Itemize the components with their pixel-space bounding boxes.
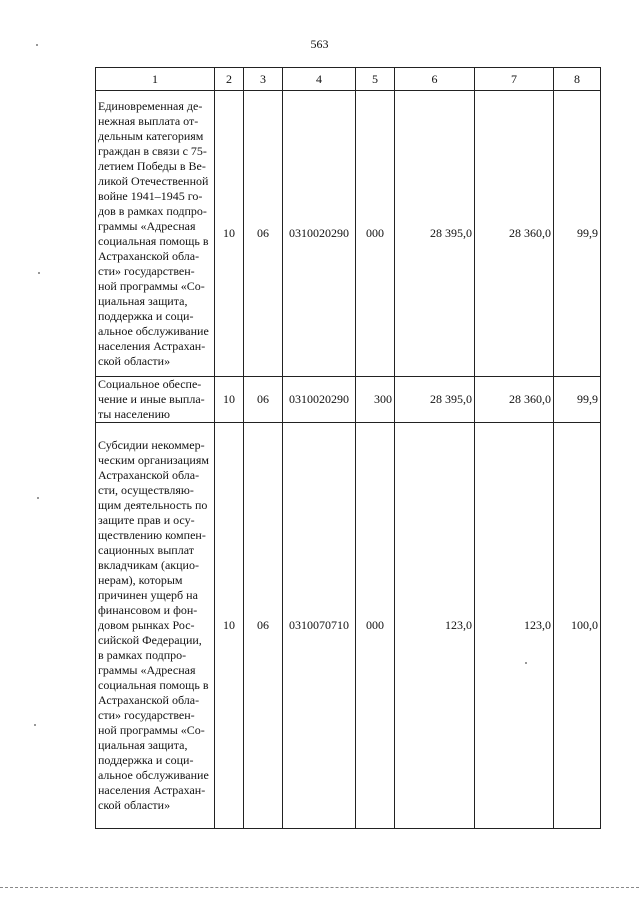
description-line: альное обслуживание — [98, 323, 209, 338]
planned-amount: 123,0 — [395, 423, 475, 829]
target-article-code: 0310070710 — [283, 423, 356, 829]
description-line: финансовом и фон- — [98, 603, 198, 617]
column-header: 6 — [395, 68, 475, 91]
column-header: 2 — [215, 68, 244, 91]
description-line: в рамках подпро- — [98, 648, 187, 662]
row-description — [96, 377, 215, 423]
description-line: граммы «Адресная — [98, 218, 196, 233]
description-line: дельным категориям — [98, 128, 204, 143]
description-line: сти» государствен- — [98, 263, 195, 278]
column-header: 1 — [96, 68, 215, 91]
description-line: летием Победы в Ве- — [98, 158, 206, 173]
executed-amount: 28 360,0 — [475, 377, 554, 423]
description-line: Единовременная де- — [98, 98, 203, 113]
scan-edge-line — [0, 887, 639, 888]
table-row — [96, 91, 601, 377]
subsection-code: 06 — [244, 377, 283, 423]
expense-type-code: 300 — [356, 377, 395, 423]
scan-speck — [36, 44, 38, 46]
description-line: вкладчикам (акцио- — [98, 558, 199, 572]
description-line: ческим организациям — [98, 453, 209, 467]
subsection-code: 06 — [244, 423, 283, 829]
description-line: населения Астрахан- — [98, 338, 206, 353]
expense-type-code: 000 — [356, 91, 395, 377]
description-line: довом рынках Рос- — [98, 618, 195, 632]
description-line: социальная помощь в — [98, 678, 209, 692]
scan-speck — [34, 724, 36, 726]
description-line: ты населению — [98, 407, 170, 421]
description-line: причинен ущерб на — [98, 588, 198, 602]
description-line: Астраханской обла- — [98, 693, 200, 707]
description-line: Социальное обеспе- — [98, 377, 202, 391]
column-header: 5 — [356, 68, 395, 91]
description-line: циальная защита, — [98, 738, 188, 752]
row-description — [96, 91, 215, 377]
column-header: 8 — [554, 68, 601, 91]
description-line: дов в рамках подпро- — [98, 203, 207, 218]
description-line: чение и иные выпла- — [98, 392, 205, 406]
section-code: 10 — [215, 91, 244, 377]
description-line: граммы «Адресная — [98, 663, 196, 677]
description-line: поддержка и соци- — [98, 753, 194, 767]
description-line: сти, осуществляю- — [98, 483, 194, 497]
description-line: альное обслуживание — [98, 768, 209, 782]
target-article-code: 0310020290 — [283, 377, 356, 423]
description-line: граждан в связи с 75- — [98, 143, 207, 158]
description-line: циальная защита, — [98, 293, 188, 308]
executed-amount: 28 360,0 — [475, 91, 554, 377]
description-line: ной программы «Со- — [98, 723, 205, 737]
description-line: ной программы «Со- — [98, 278, 205, 293]
description-line: Субсидии некоммер- — [98, 438, 205, 452]
page-number: 563 — [310, 37, 329, 51]
description-line: сийской Федерации, — [98, 633, 202, 647]
description-line: защите прав и осу- — [98, 513, 195, 527]
execution-percent: 99,9 — [554, 377, 601, 423]
description-line: Астраханской обла- — [98, 468, 200, 482]
planned-amount: 28 395,0 — [395, 91, 475, 377]
description-line: ской области» — [98, 353, 171, 368]
expense-type-code: 000 — [356, 423, 395, 829]
description-line: сти» государствен- — [98, 708, 195, 722]
planned-amount: 28 395,0 — [395, 377, 475, 423]
row-description — [96, 423, 215, 829]
budget-table — [95, 67, 601, 829]
description-line: сационных выплат — [98, 543, 194, 557]
description-line: щим деятельность по — [98, 498, 208, 512]
column-header: 3 — [244, 68, 283, 91]
execution-percent: 99,9 — [554, 91, 601, 377]
description-line: социальная помощь в — [98, 233, 209, 248]
section-code: 10 — [215, 423, 244, 829]
description-line: поддержка и соци- — [98, 308, 194, 323]
scan-speck — [525, 662, 527, 664]
section-code: 10 — [215, 377, 244, 423]
scan-speck — [38, 272, 40, 274]
table-row — [96, 377, 601, 423]
executed-amount: 123,0 — [475, 423, 554, 829]
description-line: ществлению компен- — [98, 528, 206, 542]
description-line: нежная выплата от- — [98, 113, 199, 128]
description-line: населения Астрахан- — [98, 783, 206, 797]
target-article-code: 0310020290 — [283, 91, 356, 377]
scan-speck — [37, 497, 39, 499]
subsection-code: 06 — [244, 91, 283, 377]
description-line: войне 1941–1945 го- — [98, 188, 203, 203]
table-row — [96, 423, 601, 829]
table-header-row — [96, 68, 601, 91]
description-line: Астраханской обла- — [98, 248, 200, 263]
description-line: ской области» — [98, 798, 171, 812]
description-line: нерам), которым — [98, 573, 183, 587]
execution-percent: 100,0 — [554, 423, 601, 829]
column-header: 4 — [283, 68, 356, 91]
description-line: ликой Отечественной — [98, 173, 209, 188]
column-header: 7 — [475, 68, 554, 91]
